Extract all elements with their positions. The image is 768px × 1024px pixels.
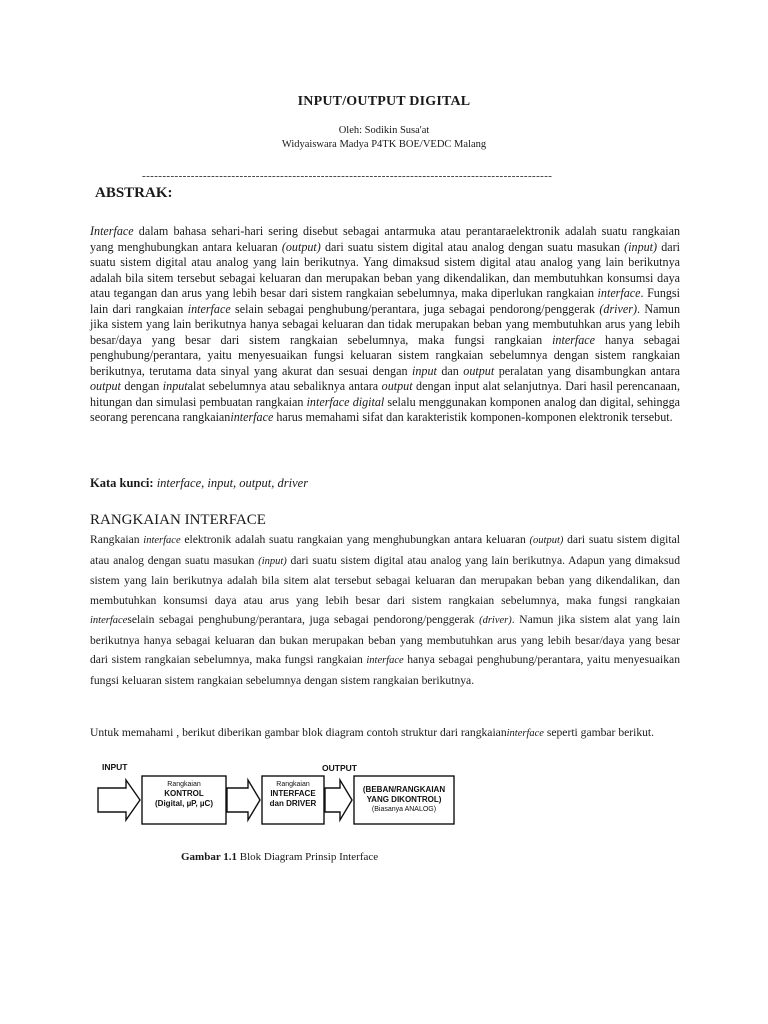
input-arrow [98, 780, 140, 820]
caption-number: Gambar 1.1 [181, 851, 238, 863]
italic-term: (output) [281, 239, 321, 254]
italic-term: Interface [90, 224, 134, 238]
caption-text: Blok Diagram Prinsip Interface [237, 851, 379, 863]
italic-term: interface [230, 410, 274, 424]
load-block-line2: YANG DIKONTROL) [366, 795, 442, 804]
text-run: dalam bahasa sehari-hari sering disebut sebagai antarmuka atau perantaraelektronik adalah suatu rangkaian yang menghubungkan antara keluaran [90, 224, 680, 254]
control-block-line1: Rangkaian [167, 781, 201, 788]
italic-term: output [463, 363, 495, 378]
load-block-line3: (Biasanya ANALOG) [371, 806, 437, 813]
italic-term: interface digital [306, 394, 385, 409]
affiliation-line: Widyaiswara Madya P4TK BOE/VEDC Malang [281, 139, 487, 150]
block-diagram [96, 762, 476, 844]
text-run: selalu menggunakan komponen analog dan digital, sehingga seorang perencana rangkaian [90, 394, 681, 424]
interface-block-line1: Rangkaian [276, 781, 310, 788]
section-paragraph [90, 530, 680, 690]
interface-block-text [262, 780, 324, 809]
keywords-line [90, 476, 680, 491]
italic-term: interface [597, 286, 641, 300]
text-run: Untuk memahami , berikut diberikan gambar blok diagram contoh struktur dari rangkaian [90, 726, 507, 739]
italic-term: (input) [624, 239, 658, 254]
abstract-paragraph [90, 224, 680, 426]
text-run: dengan [120, 379, 163, 393]
author-line: Oleh: Sodikin Susa'at [338, 125, 430, 136]
italic-term: interface [90, 615, 128, 626]
italic-term: (input) [258, 555, 287, 567]
text-run: selain sebagai penghubung/perantara, juga sebagai pendorong/penggerak [230, 301, 600, 316]
load-block-line1: (BEBAN/RANGKAIAN [362, 785, 446, 794]
italic-term: interface [187, 301, 231, 316]
text-run: . Fungsi lain dari rangkaian [90, 286, 680, 316]
text-run: . Namun jika sistem yang lain berikutnya hanya sebagai keluaran dan tidak merupakan beban yang membutuhkan arus yang lebih besar/daya yang besar dari sistem rangkaian sebelumnya, maka fungsi rangkaian [90, 301, 681, 347]
text-run: elektronik adalah suatu rangkaian yang menghubungkan antara keluaran [180, 533, 530, 546]
italic-term: interface [143, 535, 181, 546]
document-title: INPUT/OUTPUT DIGITAL [297, 94, 471, 109]
abstract-heading: ABSTRAK: [95, 185, 173, 201]
dashed-divider: ----------------------------------------------------------------------------------------------------- [142, 170, 553, 182]
text-run: hanya sebagai penghubung/perantara, yaitu menyesuaikan fungsi keluaran sistem rangkaian sebelumnya dengan sistem rangkaian berikutnya, terutama data sinyal yang akurat dan sesuai dengan [90, 332, 680, 378]
text-run: dari suatu sistem digital atau analog dengan suatu masukan [320, 239, 625, 254]
italic-term: (output) [529, 535, 564, 546]
italic-term: input [412, 363, 437, 378]
interface-block-line2: INTERFACE [270, 789, 316, 798]
text-run: hanya sebagai penghubung/perantara, yaitu menyesuaikan fungsi keluaran sistem rangkaian sebelumnya dengan sistem rangkaian berikutnya. [90, 653, 680, 687]
text-run: Rangkaian [90, 533, 144, 546]
text-run: . Namun jika sistem alat yang lain berikutnya hanya sebagai keluaran dan bukan merupakan beban yang membutuhkan arus yang lebih besar/daya yang besar dari sistem rangkaian sebelumnya, maka fungsi rangkaian [90, 613, 680, 666]
load-block-text [354, 785, 454, 814]
keywords-label: Kata kunci: [90, 476, 154, 490]
italic-term: output [90, 379, 121, 393]
italic-term: output [381, 379, 413, 393]
text-run: dengan input alat selanjutnya. Dari hasil perencanaan, hitungan dan simulasi pembuatan rangkaian [90, 379, 680, 409]
figure-intro-paragraph [90, 723, 680, 744]
input-label: INPUT [102, 762, 128, 772]
control-block-line2: KONTROL [164, 789, 204, 798]
text-run: dari suatu sistem digital atau analog yang lain berikutnya. Yang dimaksud sistem digital atau analog yang lain berikutnya adalah bila sitem tersebut sebagai keluaran dan merupakan beban yang dikendalikan, dan membutuhkan konsumsi daya atau tegangan dan arus yang lebih besar dari sistem rangkaian sebelumnya, maka diperlukan rangkaian [90, 239, 681, 300]
text-run: peralatan yang disambungkan antara [494, 363, 681, 378]
text-run: dan [436, 363, 464, 378]
keywords-value: interface, input, output, driver [153, 476, 309, 490]
text-run: dari suatu sistem digital atau analog dengan suatu masukan [90, 533, 680, 567]
text-run: alat sebelumnya atau sebaliknya antara [187, 379, 382, 393]
figure-caption [181, 851, 378, 863]
italic-term: interface [552, 332, 596, 347]
control-block-line3: (Digital, µP, µC) [155, 799, 213, 808]
arrow-control-to-interface [227, 780, 260, 820]
italic-term: input [162, 379, 188, 393]
output-label: OUTPUT [322, 763, 357, 773]
text-run: selain sebagai penghubung/perantara, juga sebagai pendorong/penggerak [127, 613, 480, 626]
interface-block-line3: dan DRIVER [269, 799, 317, 808]
output-arrow [325, 780, 352, 820]
text-run: dari suatu sistem digital atau analog yang lain berikutnya. Adapun yang dimaksud sistem yang lain berikutnya adalah bila sitem alat tersebut sebagai keluaran dan merupakan beban yang dikendalikan, dan membutuhkan konsumsi daya atau arus yang lebih besar dari sistem rangkaian sebelumnya, maka fungsi rangkaian [90, 553, 680, 607]
text-run: harus memahami sifat dan karakteristik komponen-komponen elektronik tersebut. [273, 410, 673, 424]
section-heading: RANGKAIAN INTERFACE [90, 512, 266, 528]
control-block-text [142, 780, 226, 809]
italic-term: interface [506, 728, 544, 739]
italic-term: interface [366, 655, 404, 666]
italic-term: (driver) [479, 615, 512, 626]
text-run: seperti gambar berikut. [543, 726, 655, 739]
italic-term: (driver) [599, 301, 638, 316]
